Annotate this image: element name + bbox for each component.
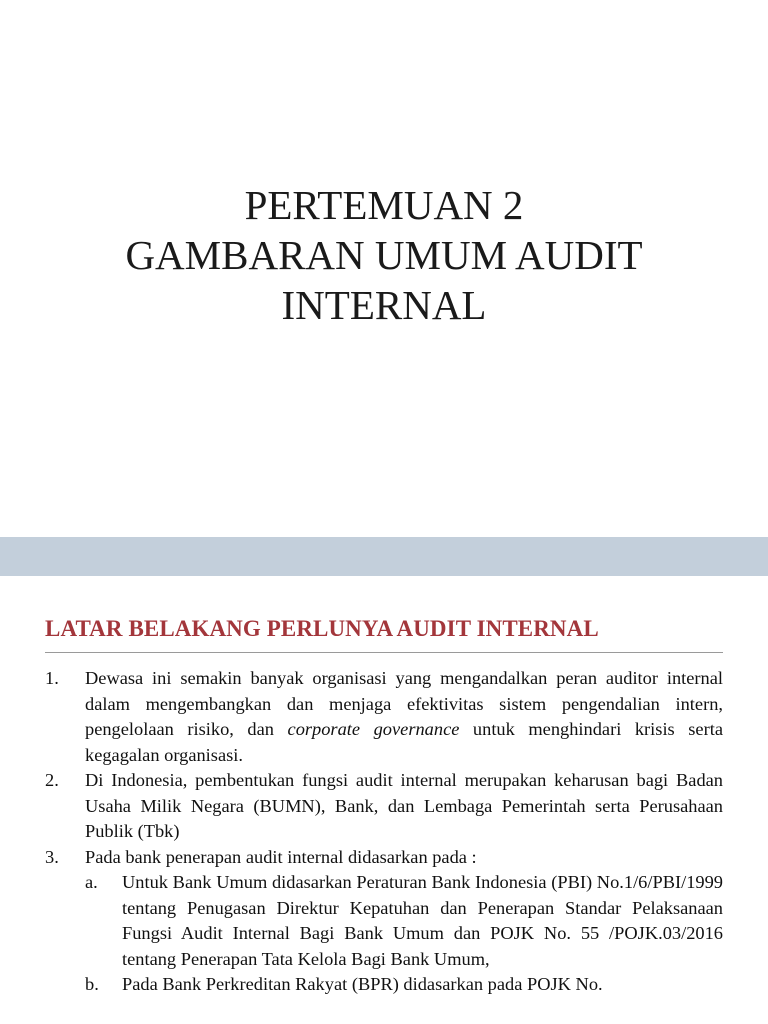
sub-list-item-letter: b. (85, 974, 99, 994)
list-item (45, 666, 723, 768)
list-item-text-start: Dewasa ini semakin banyak organisasi yang mengandalkan peran auditor internal dalam mengembangkan dan menjaga efektivitas sistem pengendalian intern, pengelolaan risiko, dan (85, 668, 723, 739)
sub-list-item (85, 870, 723, 972)
slide-title-line-3: INTERNAL (281, 282, 487, 328)
list-item-number: 2. (45, 770, 59, 790)
list-item (45, 845, 723, 998)
sub-list-item-letter: a. (85, 872, 98, 892)
list-item-text (85, 666, 723, 768)
list-item-text-end: untuk menghindari krisis serta kegagalan organisasi. (85, 719, 723, 765)
list-item-text-italic: corporate governance (287, 719, 460, 739)
section-heading: LATAR BELAKANG PERLUNYA AUDIT INTERNAL (45, 616, 599, 641)
list-item-text: Di Indonesia, pembentukan fungsi audit internal merupakan keharusan bagi Badan Usaha Milik Negara (BUMN), Bank, dan Lembaga Pemerintah serta Perusahaan Publik (Tbk) (85, 770, 723, 841)
sub-list-item-text: Untuk Bank Umum didasarkan Peraturan Bank Indonesia (PBI) No.1/6/PBI/1999 tentang Penugasan Direktur Kepatuhan dan Penerapan Standar Pelaksanaan Fungsi Audit Internal Bagi Bank Umum dan POJK No. 55 /POJK.03/2016 tentang Penerapan Tata Kelola Bagi Bank Umum, (122, 872, 723, 969)
slide-divider (0, 537, 768, 576)
slide-title (0, 180, 768, 330)
list-item-text: Pada bank penerapan audit internal didasarkan pada : (85, 846, 477, 867)
content-slide (0, 576, 768, 1024)
slide-title-line-1: PERTEMUAN 2 (244, 182, 524, 228)
sub-list-item-text: Pada Bank Perkreditan Rakyat (BPR) didasarkan pada POJK No. (122, 974, 603, 994)
sub-list-item (85, 972, 723, 998)
list-item-number: 3. (45, 846, 59, 867)
list-item-number: 1. (45, 668, 59, 688)
list-item (45, 768, 723, 845)
numbered-list (45, 666, 723, 998)
slide-title-line-2: GAMBARAN UMUM AUDIT (125, 232, 643, 278)
heading-rule (45, 652, 723, 653)
